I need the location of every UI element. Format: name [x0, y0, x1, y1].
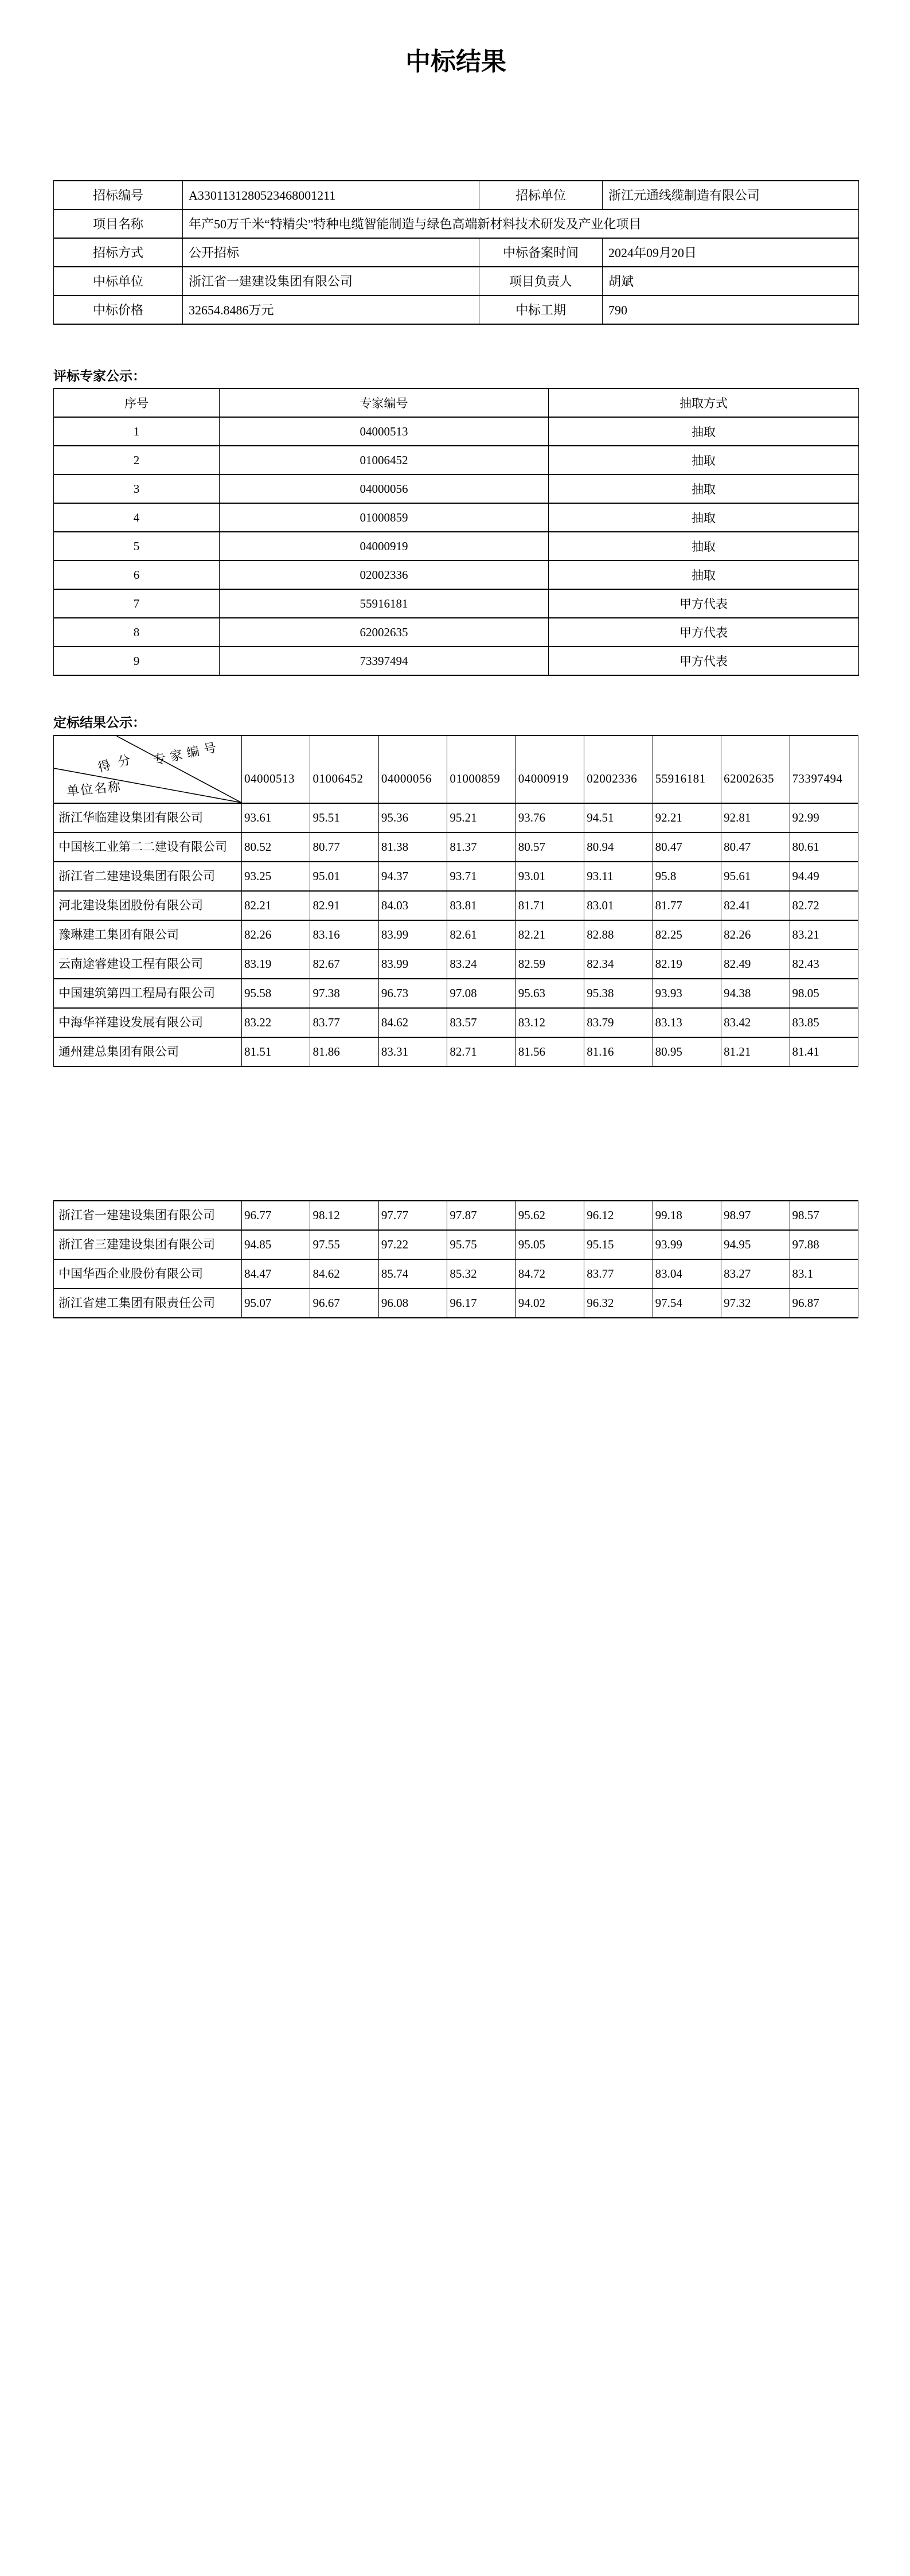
score-cell: 93.25 — [242, 862, 310, 891]
score-cell: 84.03 — [378, 891, 447, 920]
info-value-cell: 2024年09月20日 — [603, 238, 859, 267]
score-cell: 81.37 — [447, 832, 515, 862]
score-cell: 83.24 — [447, 950, 515, 979]
expert-cell: 01006452 — [220, 446, 549, 474]
info-value-cell: 浙江省一建建设集团有限公司 — [183, 267, 479, 295]
expert-id-header-cell: 62002635 — [721, 736, 790, 803]
score-cell: 84.47 — [242, 1259, 310, 1289]
expert-cell: 4 — [54, 503, 220, 532]
score-cell: 83.01 — [584, 891, 653, 920]
score-cell: 83.85 — [790, 1008, 858, 1037]
info-row — [54, 267, 859, 295]
score-cell: 96.73 — [378, 979, 447, 1008]
corner-label-unit-name: 单位名称 — [66, 779, 122, 799]
score-cell: 84.62 — [378, 1008, 447, 1037]
score-cell: 96.87 — [790, 1289, 858, 1318]
score-cell: 82.34 — [584, 950, 653, 979]
score-cell: 94.85 — [242, 1230, 310, 1259]
score-cell: 92.21 — [653, 803, 721, 832]
expert-cell: 1 — [54, 417, 220, 446]
scores-header-row — [54, 736, 858, 803]
score-row — [54, 1289, 858, 1318]
score-cell: 80.52 — [242, 832, 310, 862]
expert-id-header-cell: 01000859 — [447, 736, 515, 803]
score-cell: 83.1 — [790, 1259, 858, 1289]
score-cell: 94.37 — [378, 862, 447, 891]
score-cell: 83.27 — [721, 1259, 790, 1289]
info-row — [54, 181, 859, 209]
expert-row — [54, 561, 859, 589]
expert-cell: 抽取 — [549, 561, 859, 589]
info-label-cell: 中标单位 — [54, 267, 183, 295]
experts-header-row — [54, 388, 859, 417]
score-cell: 83.42 — [721, 1008, 790, 1037]
company-name-cell: 浙江省三建建设集团有限公司 — [54, 1230, 242, 1259]
experts-header-cell: 序号 — [54, 388, 220, 417]
company-name-cell: 中海华祥建设发展有限公司 — [54, 1008, 242, 1037]
expert-cell: 73397494 — [220, 647, 549, 675]
score-cell: 97.22 — [378, 1230, 447, 1259]
info-value-cell: 公开招标 — [183, 238, 479, 267]
score-cell: 94.49 — [790, 862, 858, 891]
score-cell: 83.16 — [310, 920, 378, 950]
score-cell: 98.97 — [721, 1201, 790, 1230]
score-cell: 96.32 — [584, 1289, 653, 1318]
experts-section-heading: 评标专家公示： — [53, 369, 146, 384]
scores-table-page2 — [53, 1200, 858, 1318]
score-cell: 93.93 — [653, 979, 721, 1008]
info-value-cell: 790 — [603, 295, 859, 324]
score-cell: 83.04 — [653, 1259, 721, 1289]
score-cell: 83.19 — [242, 950, 310, 979]
score-cell: 82.26 — [242, 920, 310, 950]
expert-cell: 5 — [54, 532, 220, 561]
info-row — [54, 238, 859, 267]
company-name-cell: 浙江省一建建设集团有限公司 — [54, 1201, 242, 1230]
company-name-cell: 中国华西企业股份有限公司 — [54, 1259, 242, 1289]
expert-cell: 抽取 — [549, 503, 859, 532]
scores-section-heading: 定标结果公示： — [53, 715, 146, 730]
expert-id-header-cell: 01006452 — [310, 736, 378, 803]
score-cell: 95.63 — [515, 979, 584, 1008]
expert-cell: 甲方代表 — [549, 647, 859, 675]
score-cell: 80.47 — [653, 832, 721, 862]
expert-id-header-cell: 04000056 — [378, 736, 447, 803]
score-cell: 83.77 — [584, 1259, 653, 1289]
info-label-cell: 中标备案时间 — [479, 238, 603, 267]
score-cell: 81.51 — [242, 1037, 310, 1067]
score-cell: 96.08 — [378, 1289, 447, 1318]
score-cell: 95.75 — [447, 1230, 515, 1259]
score-cell: 94.51 — [584, 803, 653, 832]
expert-cell: 04000056 — [220, 474, 549, 503]
company-name-cell: 浙江省建工集团有限责任公司 — [54, 1289, 242, 1318]
expert-id-header-cell: 04000513 — [242, 736, 310, 803]
experts-header-cell: 专家编号 — [220, 388, 549, 417]
score-row — [54, 979, 858, 1008]
score-cell: 96.17 — [447, 1289, 515, 1318]
score-cell: 94.02 — [515, 1289, 584, 1318]
corner-header-cell — [54, 736, 242, 803]
info-value-cell: 浙江元通线缆制造有限公司 — [603, 181, 859, 209]
expert-row — [54, 503, 859, 532]
score-row — [54, 891, 858, 920]
scores-table-page1 — [53, 735, 858, 1067]
score-cell: 95.07 — [242, 1289, 310, 1318]
score-cell: 82.21 — [515, 920, 584, 950]
score-cell: 81.41 — [790, 1037, 858, 1067]
company-name-cell: 浙江华临建设集团有限公司 — [54, 803, 242, 832]
score-cell: 85.32 — [447, 1259, 515, 1289]
info-label-cell: 中标工期 — [479, 295, 603, 324]
expert-cell: 04000919 — [220, 532, 549, 561]
expert-cell: 8 — [54, 618, 220, 647]
info-row — [54, 209, 859, 238]
score-cell: 98.12 — [310, 1201, 378, 1230]
company-name-cell: 云南途睿建设工程有限公司 — [54, 950, 242, 979]
score-cell: 82.71 — [447, 1037, 515, 1067]
score-cell: 93.01 — [515, 862, 584, 891]
score-cell: 94.38 — [721, 979, 790, 1008]
score-cell: 82.41 — [721, 891, 790, 920]
score-cell: 92.81 — [721, 803, 790, 832]
expert-row — [54, 474, 859, 503]
score-row — [54, 950, 858, 979]
expert-row — [54, 618, 859, 647]
expert-id-header-cell: 73397494 — [790, 736, 858, 803]
corner-label-score: 得分 — [96, 750, 140, 775]
expert-row — [54, 647, 859, 675]
expert-cell: 2 — [54, 446, 220, 474]
info-label-cell: 招标编号 — [54, 181, 183, 209]
score-cell: 82.67 — [310, 950, 378, 979]
score-cell: 93.99 — [653, 1230, 721, 1259]
score-cell: 81.21 — [721, 1037, 790, 1067]
score-cell: 98.57 — [790, 1201, 858, 1230]
score-cell: 95.21 — [447, 803, 515, 832]
expert-id-header-cell: 04000919 — [515, 736, 584, 803]
score-cell: 95.62 — [515, 1201, 584, 1230]
score-cell: 81.71 — [515, 891, 584, 920]
score-cell: 81.77 — [653, 891, 721, 920]
expert-cell: 甲方代表 — [549, 589, 859, 618]
score-cell: 82.91 — [310, 891, 378, 920]
score-cell: 82.26 — [721, 920, 790, 950]
score-cell: 95.38 — [584, 979, 653, 1008]
info-label-cell: 项目负责人 — [479, 267, 603, 295]
score-cell: 82.25 — [653, 920, 721, 950]
score-cell: 95.05 — [515, 1230, 584, 1259]
expert-cell: 55916181 — [220, 589, 549, 618]
score-cell: 97.55 — [310, 1230, 378, 1259]
score-cell: 93.76 — [515, 803, 584, 832]
score-cell: 93.11 — [584, 862, 653, 891]
score-cell: 83.13 — [653, 1008, 721, 1037]
score-cell: 94.95 — [721, 1230, 790, 1259]
expert-cell: 62002635 — [220, 618, 549, 647]
score-cell: 95.36 — [378, 803, 447, 832]
expert-row — [54, 589, 859, 618]
expert-row — [54, 417, 859, 446]
expert-cell: 抽取 — [549, 474, 859, 503]
score-row — [54, 862, 858, 891]
score-row — [54, 832, 858, 862]
company-name-cell: 通州建总集团有限公司 — [54, 1037, 242, 1067]
score-cell: 80.61 — [790, 832, 858, 862]
score-cell: 97.32 — [721, 1289, 790, 1318]
score-cell: 83.99 — [378, 950, 447, 979]
corner-label-expert-id: 专家编号 — [151, 739, 222, 768]
score-cell: 82.21 — [242, 891, 310, 920]
score-cell: 95.15 — [584, 1230, 653, 1259]
info-label-cell: 招标方式 — [54, 238, 183, 267]
score-cell: 82.72 — [790, 891, 858, 920]
score-row — [54, 1037, 858, 1067]
score-cell: 85.74 — [378, 1259, 447, 1289]
score-cell: 83.12 — [515, 1008, 584, 1037]
expert-cell: 6 — [54, 561, 220, 589]
expert-cell: 抽取 — [549, 446, 859, 474]
expert-cell: 抽取 — [549, 417, 859, 446]
bid-info-table — [53, 180, 859, 325]
score-cell: 98.05 — [790, 979, 858, 1008]
expert-cell: 甲方代表 — [549, 618, 859, 647]
company-name-cell: 中国核工业第二二建设有限公司 — [54, 832, 242, 862]
score-cell: 95.58 — [242, 979, 310, 1008]
score-cell: 83.57 — [447, 1008, 515, 1037]
score-cell: 82.43 — [790, 950, 858, 979]
score-cell: 96.77 — [242, 1201, 310, 1230]
score-cell: 95.01 — [310, 862, 378, 891]
score-cell: 80.95 — [653, 1037, 721, 1067]
score-cell: 93.71 — [447, 862, 515, 891]
expert-id-header-cell: 55916181 — [653, 736, 721, 803]
score-cell: 83.81 — [447, 891, 515, 920]
score-cell: 83.22 — [242, 1008, 310, 1037]
expert-row — [54, 446, 859, 474]
score-row — [54, 1259, 858, 1289]
info-row — [54, 295, 859, 324]
company-name-cell: 浙江省二建建设集团有限公司 — [54, 862, 242, 891]
page-title: 中标结果 — [405, 48, 506, 76]
score-cell: 83.99 — [378, 920, 447, 950]
score-cell: 97.38 — [310, 979, 378, 1008]
score-cell: 83.31 — [378, 1037, 447, 1067]
score-cell: 95.51 — [310, 803, 378, 832]
expert-cell: 04000513 — [220, 417, 549, 446]
score-cell: 82.59 — [515, 950, 584, 979]
score-cell: 84.62 — [310, 1259, 378, 1289]
expert-cell: 02002336 — [220, 561, 549, 589]
score-cell: 81.38 — [378, 832, 447, 862]
score-cell: 81.86 — [310, 1037, 378, 1067]
score-row — [54, 920, 858, 950]
score-cell: 96.12 — [584, 1201, 653, 1230]
company-name-cell: 豫琳建工集团有限公司 — [54, 920, 242, 950]
experts-header-cell: 抽取方式 — [549, 388, 859, 417]
score-cell: 97.08 — [447, 979, 515, 1008]
score-cell: 96.67 — [310, 1289, 378, 1318]
info-label-cell: 项目名称 — [54, 209, 183, 238]
expert-cell: 3 — [54, 474, 220, 503]
expert-cell: 抽取 — [549, 532, 859, 561]
score-row — [54, 1008, 858, 1037]
score-cell: 82.19 — [653, 950, 721, 979]
expert-cell: 01000859 — [220, 503, 549, 532]
score-cell: 81.56 — [515, 1037, 584, 1067]
info-value-cell: 年产50万千米“特精尖”特种电缆智能制造与绿色高端新材料技术研发及产业化项目 — [183, 209, 859, 238]
score-cell: 97.54 — [653, 1289, 721, 1318]
score-cell: 80.77 — [310, 832, 378, 862]
page-break-gap — [53, 1067, 858, 1200]
score-cell: 97.88 — [790, 1230, 858, 1259]
score-cell: 81.16 — [584, 1037, 653, 1067]
score-cell: 80.57 — [515, 832, 584, 862]
company-name-cell: 中国建筑第四工程局有限公司 — [54, 979, 242, 1008]
info-value-cell: A3301131280523468001211 — [183, 181, 479, 209]
score-cell: 97.87 — [447, 1201, 515, 1230]
score-row — [54, 1201, 858, 1230]
score-cell: 82.88 — [584, 920, 653, 950]
expert-cell: 9 — [54, 647, 220, 675]
score-cell: 82.61 — [447, 920, 515, 950]
score-cell: 99.18 — [653, 1201, 721, 1230]
expert-row — [54, 532, 859, 561]
score-cell: 80.94 — [584, 832, 653, 862]
info-label-cell: 招标单位 — [479, 181, 603, 209]
score-cell: 83.79 — [584, 1008, 653, 1037]
company-name-cell: 河北建设集团股份有限公司 — [54, 891, 242, 920]
score-cell: 83.77 — [310, 1008, 378, 1037]
score-cell: 93.61 — [242, 803, 310, 832]
score-cell: 92.99 — [790, 803, 858, 832]
score-cell: 95.61 — [721, 862, 790, 891]
score-row — [54, 803, 858, 832]
info-value-cell: 32654.8486万元 — [183, 295, 479, 324]
score-cell: 80.47 — [721, 832, 790, 862]
score-cell: 84.72 — [515, 1259, 584, 1289]
expert-cell: 7 — [54, 589, 220, 618]
info-value-cell: 胡斌 — [603, 267, 859, 295]
score-cell: 97.77 — [378, 1201, 447, 1230]
info-label-cell: 中标价格 — [54, 295, 183, 324]
expert-id-header-cell: 02002336 — [584, 736, 653, 803]
score-row — [54, 1230, 858, 1259]
score-cell: 82.49 — [721, 950, 790, 979]
score-cell: 95.8 — [653, 862, 721, 891]
score-cell: 83.21 — [790, 920, 858, 950]
experts-table — [53, 388, 859, 676]
